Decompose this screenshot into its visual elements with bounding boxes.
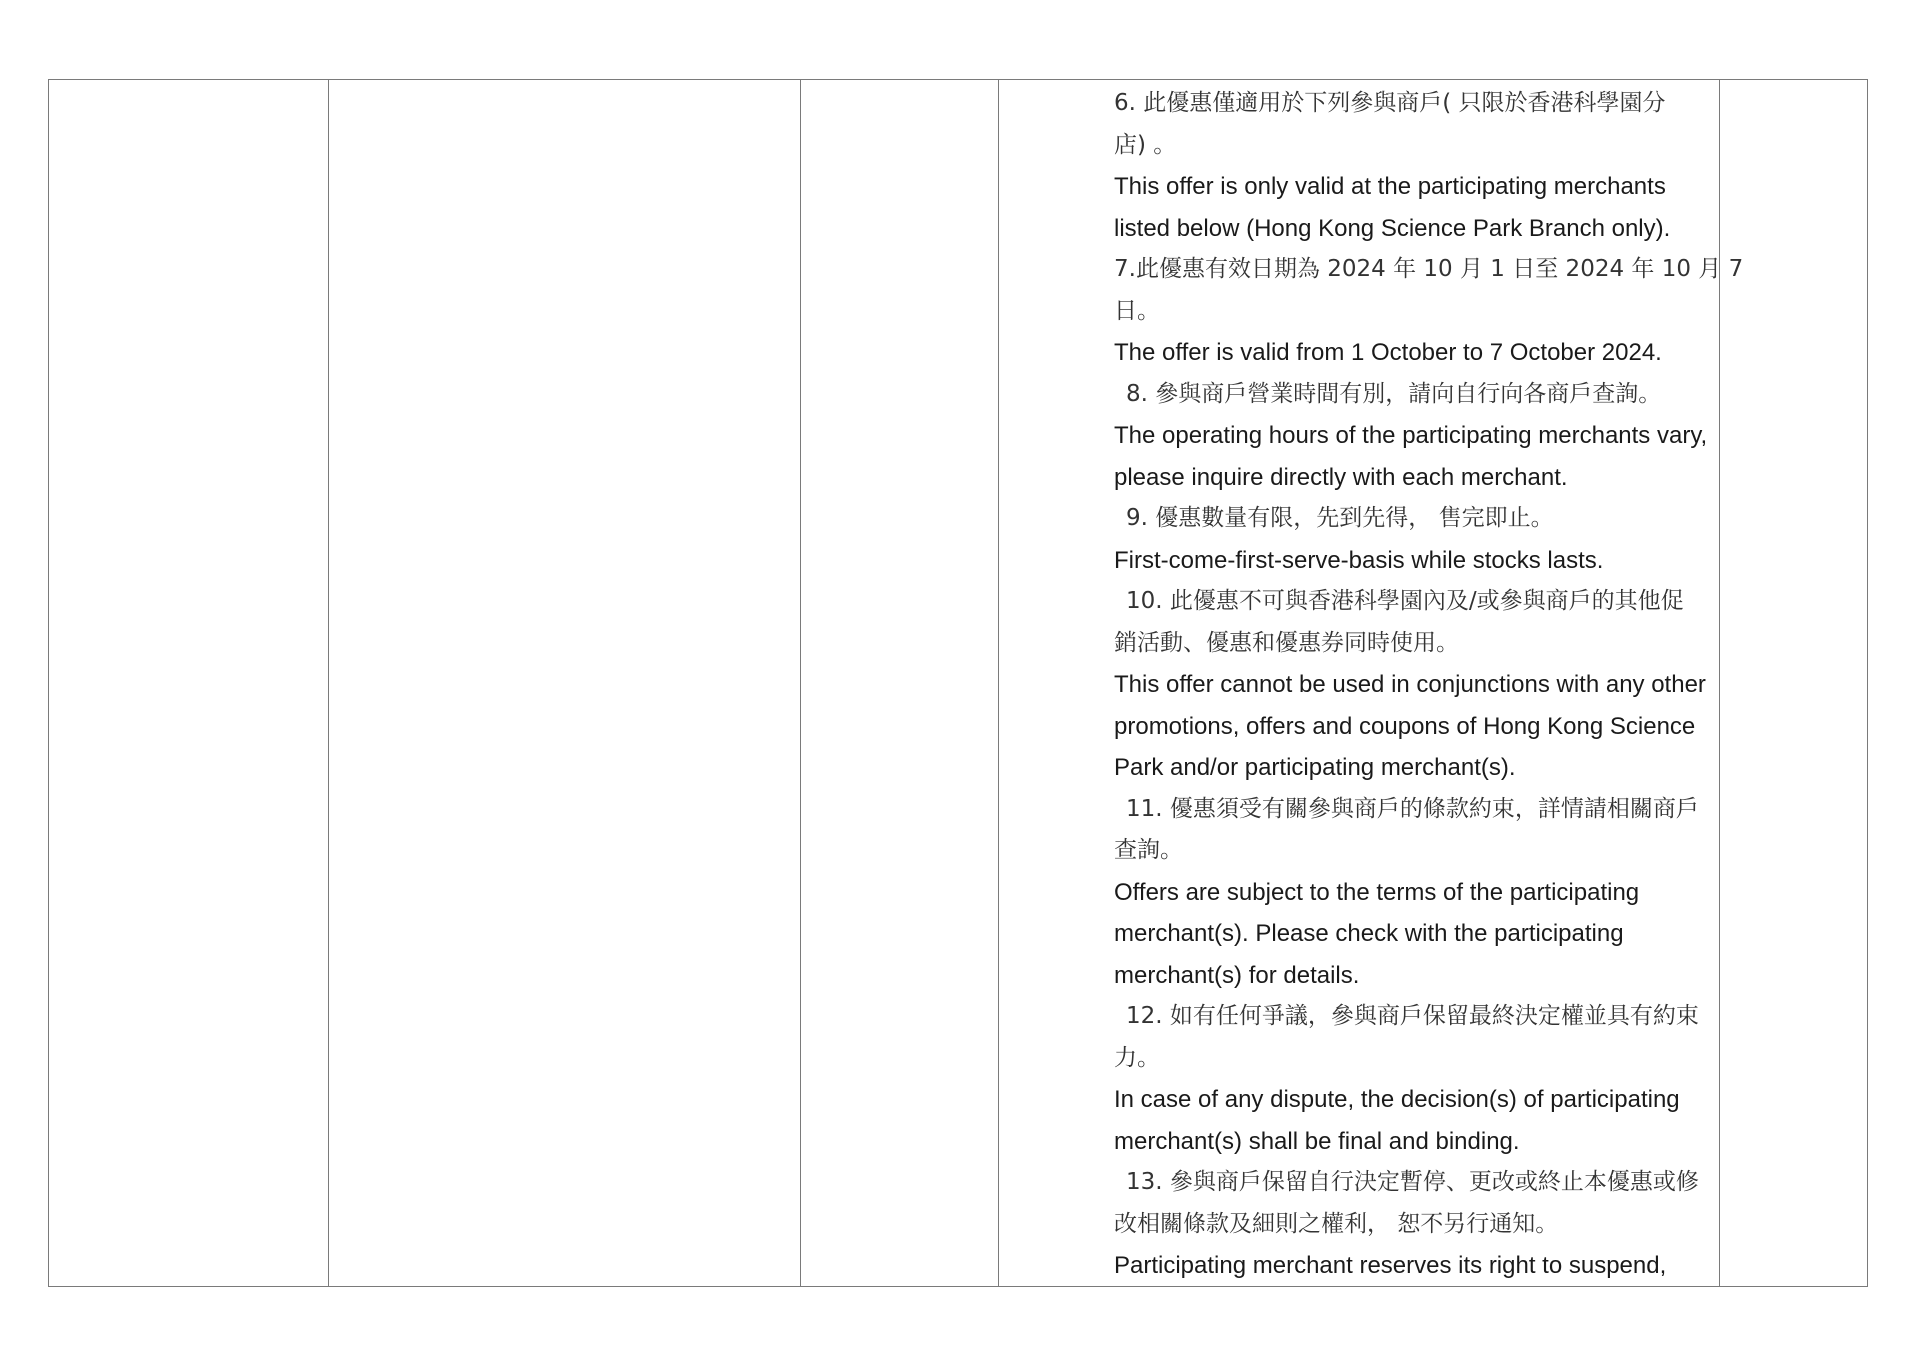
terms-line: merchant(s) for details. [1114,961,1360,989]
terms-line: 9. 優惠數量有限，先到先得， 售完即止。 [1126,505,1554,531]
terms-line: The offer is valid from 1 October to 7 October 2024. [1114,339,1662,366]
column-divider [328,80,329,1286]
terms-line: merchant(s) shall be final and binding. [1114,1127,1520,1155]
terms-line: 8. 參與商戶營業時間有別，請向自行向各商戶查詢。 [1126,380,1662,407]
column-divider [800,80,801,1286]
terms-and-conditions-cell [1114,83,1766,1287]
terms-table [48,79,1868,1287]
terms-line: 11. 優惠須受有關參與商戶的條款約束，詳情請相關商戶 [1126,795,1699,822]
terms-line: 改相關條款及細則之權利， 恕不另行通知。 [1114,1210,1559,1237]
terms-line: listed below (Hong Kong Science Park Branch only). [1114,214,1671,242]
terms-line: 銷活動、優惠和優惠券同時使用。 [1114,629,1459,656]
terms-line: 12. 如有任何爭議，參與商戶保留最終決定權並具有約束 [1126,1003,1699,1029]
column-divider [998,80,999,1286]
terms-line: 力。 [1114,1044,1160,1071]
terms-line: please inquire directly with each merchant. [1114,463,1568,491]
terms-line: 7.此優惠有效日期為 2024 年 10 月 1 日至 2024 年 10 月 7 [1114,256,1744,282]
terms-line: This offer cannot be used in conjunctions with any other [1114,671,1706,698]
terms-line: The operating hours of the participating merchants vary, [1114,422,1708,449]
terms-line: 查詢。 [1114,837,1183,863]
terms-line: Park and/or participating merchant(s). [1114,754,1516,781]
terms-line: merchant(s). Please check with the participating [1114,920,1624,947]
terms-line: 10. 此優惠不可與香港科學園內及/或參與商戶的其他促 [1126,588,1684,614]
terms-line: First-come-first-serve-basis while stocks lasts. [1114,546,1604,574]
terms-line: In case of any dispute, the decision(s) of participating [1114,1086,1680,1113]
terms-line: This offer is only valid at the participating merchants [1114,173,1666,200]
terms-line: 店) 。 [1114,131,1177,158]
terms-line: 6. 此優惠僅適用於下列參與商戶( 只限於香港科學園分 [1114,90,1666,116]
terms-line: Participating merchant reserves its right to suspend, [1114,1252,1667,1279]
terms-line: promotions, offers and coupons of Hong Kong Science [1114,712,1696,740]
terms-line: 13. 參與商戶保留自行決定暫停、更改或終止本優惠或修 [1126,1169,1699,1195]
terms-line: 日。 [1114,297,1160,324]
terms-line: Offers are subject to the terms of the participating [1114,878,1640,906]
